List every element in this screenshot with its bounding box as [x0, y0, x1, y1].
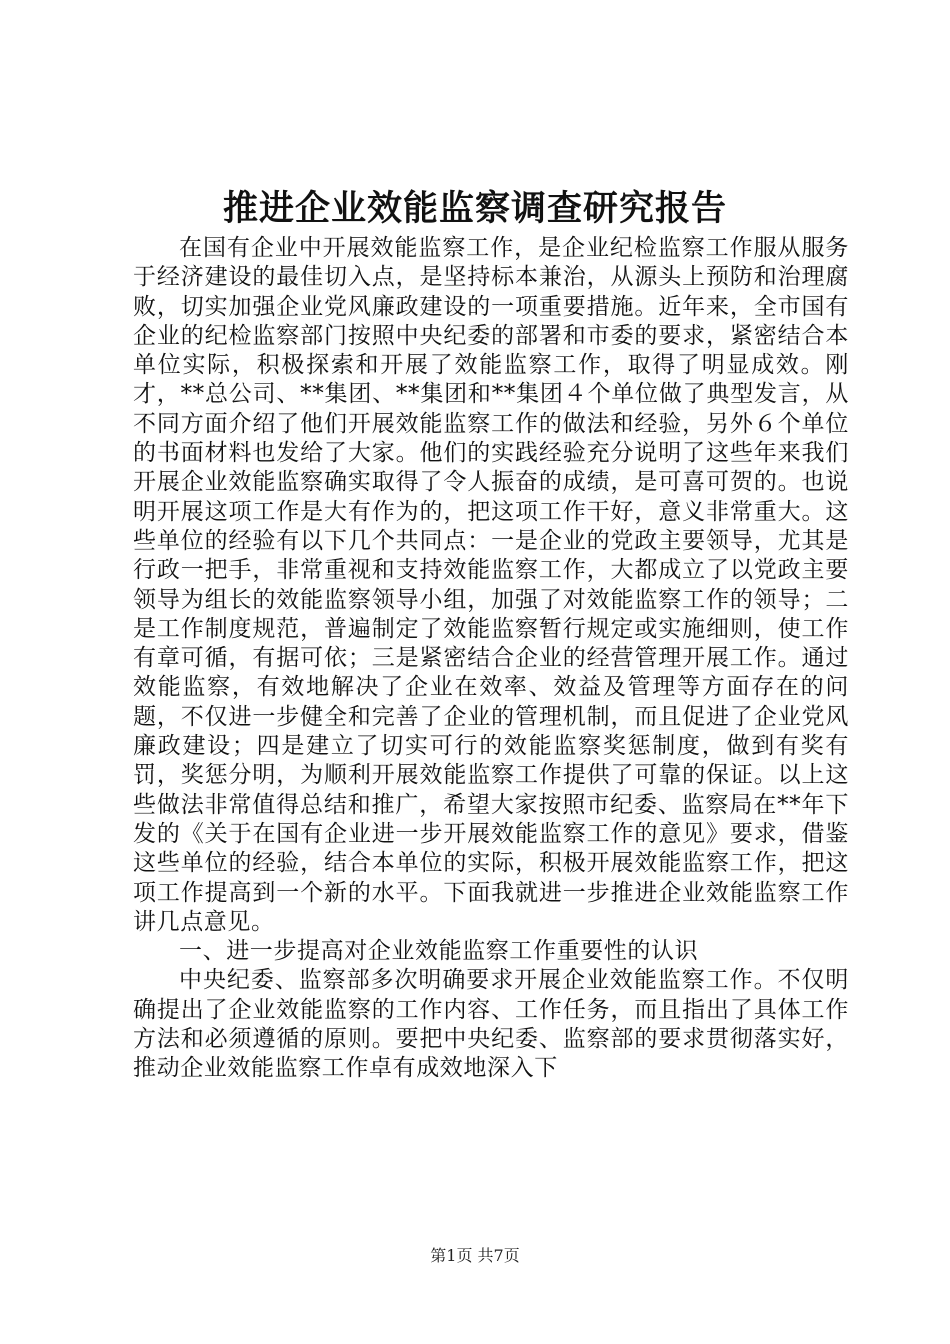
document-title: 推进企业效能监察调查研究报告 — [222, 188, 727, 229]
body-paragraph-section-1: 中央纪委、监察部多次明确要求开展企业效能监察工作。不仅明确提出了企业效能监察的工作内容、工作任务，而且指出了具体工作方法和必须遵循的原则。要把中央纪委、监察部的要求贯彻落实好，推动企业效能监察工作卓有成效地深入下 — [133, 967, 849, 1082]
page-number-footer: 第1页 共7页 — [430, 1246, 520, 1265]
body-paragraph-intro: 在国有企业中开展效能监察工作，是企业纪检监察工作服从服务于经济建设的最佳切入点，是坚持标本兼治，从源头上预防和治理腐败，切实加强企业党风廉政建设的一项重要措施。近年来，全市国有企业的纪检监察部门按照中央纪委的部署和市委的要求，紧密结合本单位实际，积极探索和开展了效能监察工作，取得了明显成效。刚才，**总公司、**集团、**集团和**集团４个单位做了典型发言，从不同方面介绍了他们开展效能监察工作的做法和经验，另外６个单位的书面材料也发给了大家。他们的实践经验充分说明了这些年来我们开展企业效能监察确实取得了令人振奋的成绩，是可喜可贺的。也说明开展这项工作是大有作为的，把这项工作干好，意义非常重大。这些单位的经验有以下几个共同点：一是企业的党政主要领导，尤其是行政一把手，非常重视和支持效能监察工作，大都成立了以党政主要领导为组长的效能监察领导小组，加强了对效能监察工作的领导；二是工作制度规范，普遍制定了效能监察暂行规定或实施细则，使工作有章可循，有据可依；三是紧密结合企业的经营管理开展工作。通过效能监察，有效地解决了企业在效率、效益及管理等方面存在的问题，不仅进一步健全和完善了企业的管理机制，而且促进了企业党风廉政建设；四是建立了切实可行的效能监察奖惩制度，做到有奖有罚，奖惩分明，为顺利开展效能监察工作提供了可靠的保证。以上这些做法非常值得总结和推广，希望大家按照市纪委、监察局在**年下发的《关于在国有企业进一步开展效能监察工作的意见》要求，借鉴这些单位的经验，结合本单位的实际，积极开展效能监察工作，把这项工作提高到一个新的水平。下面我就进一步推进企业效能监察工作讲几点意见。 — [133, 235, 849, 935]
section-heading-1: 一、进一步提高对企业效能监察工作重要性的认识 — [179, 938, 699, 965]
document-body — [133, 234, 849, 1084]
